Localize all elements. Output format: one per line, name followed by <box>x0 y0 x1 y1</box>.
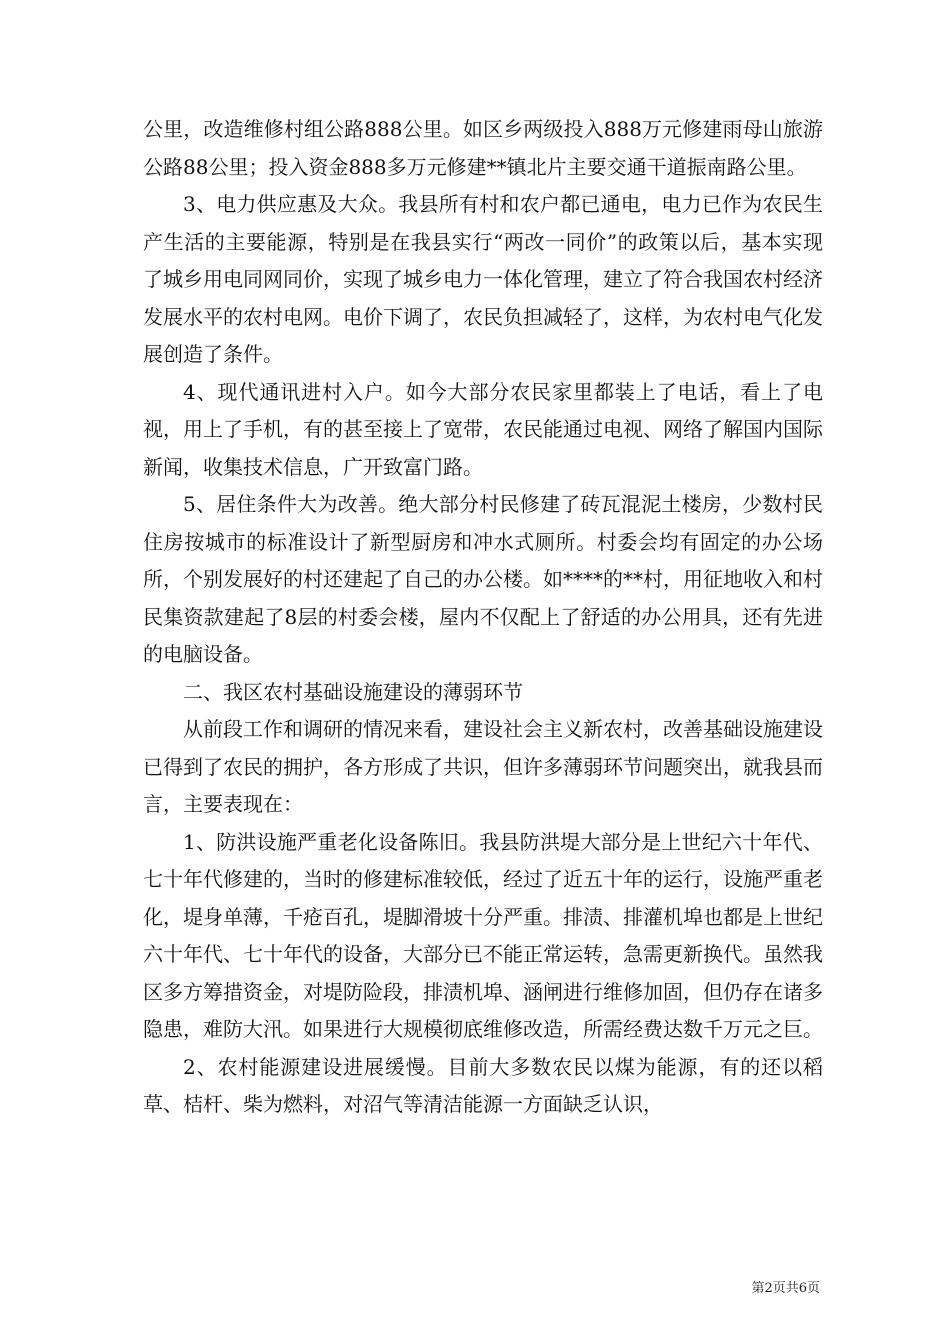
body-paragraph: 公里，改造维修村组公路888公里。如区乡两级投入888万元修建雨母山旅游公路88公里；投入资金888多万元修建**镇北片主要交通干道振南路公里。 <box>143 117 823 179</box>
body-paragraph: 从前段工作和调研的情况来看，建设社会主义新农村，改善基础设施建设已得到了农民的拥护，各方形成了共识，但许多薄弱环节问题突出，就我县而言，主要表现在： <box>143 717 823 816</box>
document-body <box>143 111 823 1124</box>
body-paragraph: 5、居住条件大为改善。绝大部分村民修建了砖瓦混泥土楼房，少数村民住房按城市的标准设计了新型厨房和冲水式厕所。村委会均有固定的办公场所，个别发展好的村还建起了自己的办公楼。如****的**村，用征地收入和村民集资款建起了8层的村委会楼，屋内不仅配上了舒适的办公用具，还有先进的电脑设备。 <box>143 492 823 666</box>
body-paragraph: 3、电力供应惠及大众。我县所有村和农户都已通电，电力已作为农民生产生活的主要能源，特别是在我县实行“两改一同价”的政策以后，基本实现了城乡用电同网同价，实现了城乡电力一体化管理，建立了符合我国农村经济发展水平的农村电网。电价下调了，农民负担减轻了，这样，为农村电气化发展创造了条件。 <box>143 192 823 366</box>
body-paragraph: 1、防洪设施严重老化设备陈旧。我县防洪堤大部分是上世纪六十年代、七十年代修建的，当时的修建标准较低，经过了近五十年的运行，设施严重老化，堤身单薄，千疮百孔，堤脚滑坡十分严重。排渍、排灌机埠也都是上世纪六十年代、七十年代的设备，大部分已不能正常运转，急需更新换代。虽然我区多方筹措资金，对堤防险段，排渍机埠、涵闸进行维修加固，但仍存在诸多隐患，难防大汛。如果进行大规模彻底维修改造，所需经费达数千万元之巨。 <box>143 829 823 1041</box>
page-number-footer: 第2页共6页 <box>751 1281 820 1296</box>
body-paragraph: 二、我区农村基础设施建设的薄弱环节 <box>183 679 523 704</box>
body-paragraph: 2、农村能源建设进展缓慢。目前大多数农民以煤为能源，有的还以稻草、桔杆、柴为燃料，对沼气等清洁能源一方面缺乏认识， <box>143 1054 823 1116</box>
body-paragraph: 4、现代通讯进村入户。如今大部分农民家里都装上了电话，看上了电视，用上了手机，有的甚至接上了宽带，农民能通过电视、网络了解国内国际新闻，收集技术信息，广开致富门路。 <box>143 379 823 479</box>
